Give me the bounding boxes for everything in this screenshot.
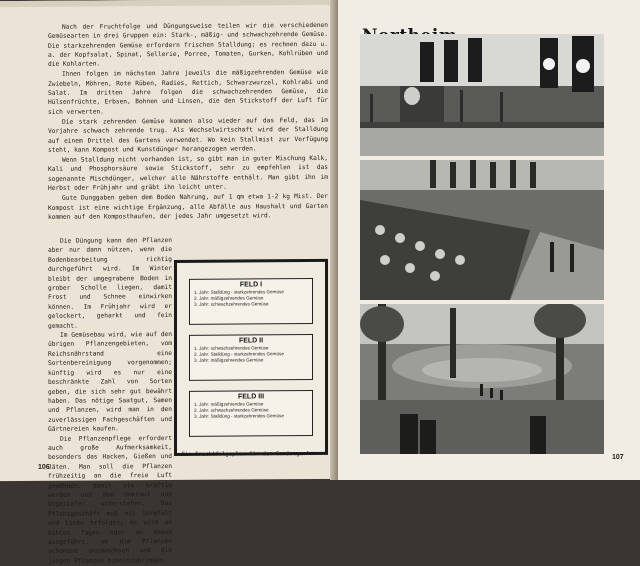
paragraph: Nach der Fruchtfolge und Düngungsweise teilen wir die verschiedenen Gemüsearten in drei Gruppen ein: Stark-, mäßig- und schwachzehrende Gemüse. Die starkzehrenden Gemüse erfordern frischen Stalldung; es rechnen dazu u. a. der Kopfsalat, Spinat, Sellerie, Porree, Tomaten, Gurken, Kohlrüben und die Kohlarten. (48, 21, 328, 69)
grandstand-photo (360, 160, 604, 300)
field-row: 2. Jahr: mäßigzehrendes Gemüse (194, 295, 264, 301)
paragraph: Ihnen folgen im nächsten Jahre jeweils die mäßigzehrenden Gemüse wie Zwiebeln, Möhren, Rote Rüben, Radies, Rettich, Schwarzwurzel, Kohlrabi und Salat. Im dritten Jahre folgen die schwachzehrenden Gemüse, die Hülsenfrüchte, Erbsen, Bohnen und Linsen, die den Stickstoff der Luft für sich verwerten. (48, 69, 328, 116)
page-number-right: 107 (612, 454, 624, 461)
upper-text-block (48, 21, 328, 223)
field-row: 1. Jahr: Stalldüng - starkzehrendes Gemüse (194, 289, 284, 295)
page-edge (0, 0, 340, 7)
paragraph: Gute Dunggaben geben dem Boden Nahrung, auf 1 qm etwa 1-2 kg Mist. Der Kompost ist eine wichtige Ergänzung, alle Abfälle aus Haushalt und Garten kommen auf den Komposthaufen, der jedes Jahr umgesetzt wird. (48, 193, 328, 221)
field-box-2 (189, 334, 313, 381)
field-title: FELD I (239, 281, 263, 289)
grandstand-photo-image (360, 160, 604, 300)
rally-photo (360, 34, 604, 156)
paragraph: Wenn Stalldung nicht vorhanden ist, so gibt man in guter Mischung Kalk, Kali und Phosphorsäure sowie Stickstoff, sehr zu empfehlen ist das sogenannte Mischdünger, welcher alle Nährstoffe enthält. Man gibt ihn im Herbst oder Frühjahr und gräbt ihn leicht unter. (48, 155, 328, 192)
paragraph: Im Gemüsebau wird, wie auf den übrigen Pflanzengebieten, vom Reichsnährstand eine Sortenbereinigung vorgenommen; künftig wird es nur eine beschränkte Zahl von Sorten geben, die sich sehr gut bewährt haben. Das nötige Saatgut, Samen und Pflanzen, wird man in den zuverlässigen Fachgeschäften und Gärtnereien kaufen. (48, 331, 172, 433)
field-row: 3. Jahr: mäßigzehrendes Gemüse (194, 357, 264, 363)
field-row: 1. Jahr: schwachzehrendes Gemüse (194, 345, 269, 351)
field-row: 2. Jahr: Stalldüng - starkzehrendes Gemüse (194, 351, 284, 357)
diagram-caption: Ein Fruchtfolgeplan für den Gemüsegarten (181, 450, 317, 458)
field-box-3 (189, 390, 313, 437)
page-number-left: 106 (38, 463, 50, 471)
lower-text-block (48, 236, 172, 566)
field-title: FELD III (237, 393, 265, 401)
paragraph: Die stark zehrenden Gemüse kommen also wieder auf das Feld, das im Vorjahre schwach zehrende trug. Als Wechselwirtschaft wird der Stalldung auf einem Drittel des Gartens verwendet. Wo kein Stallmist zur Verfügung steht, kann Kompost und Kunstdünger herangezogen werden. (48, 116, 328, 154)
field-title: FELD II (238, 337, 264, 345)
rally-photo-image (360, 34, 604, 156)
field-box-1 (189, 278, 313, 325)
field-row: 2. Jahr: schwachzehrendes Gemüse (194, 407, 269, 413)
crop-rotation-diagram (174, 259, 328, 456)
field-row: 1. Jahr: mäßigzehrendes Gemüse (194, 401, 264, 407)
park-amphitheater-photo-image (360, 304, 604, 454)
paragraph: Die Pflanzenpflege erfordert auch große Aufmerksamkeit, besonders das Hacken, Gießen und Jäten. Man soll die Pflanzen frühzeitig an die freie Luft gewöhnen, damit sie kräftig werden und dem Unkraut und Ungeziefer widerstehen. Das Pflanzgeschäft muß mit Sorgfalt und Liebe erfolgen; es wird an kühlen Tagen oder am Abend ausgeführt, um die Pflanzen schonend anzuwachsen und die jungen Pflanzen hineinzubringen. (48, 434, 172, 565)
park-amphitheater-photo (360, 304, 604, 454)
field-row: 3. Jahr: schwachzehrendes Gemüse (194, 301, 269, 307)
paragraph: Die Düngung kann den Pflanzen aber nur dann nützen, wenn die Bodenbearbeitung richtig durchgeführt wird. Im Winter bleibt der umgegrabene Boden in grober Scholle liegen, damit Frost und Schnee einwirken können. Im Frühjahr wird er gelockert, geharkt und fein gemacht. (48, 236, 172, 330)
field-row: 3. Jahr: Stalldüng - starkzehrendes Gemüse (194, 413, 284, 419)
